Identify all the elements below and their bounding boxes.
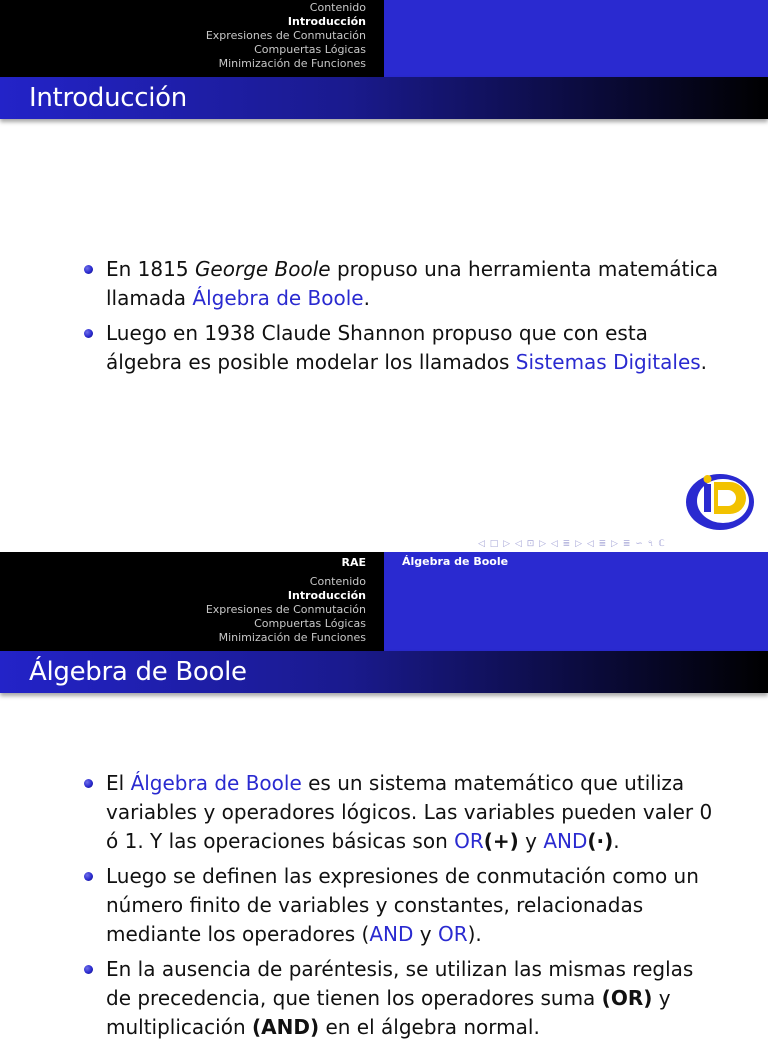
section-nav <box>0 0 384 77</box>
title-bar <box>0 651 768 693</box>
text: En la ausencia de paréntesis, se utilizan las mismas reglas de precedencia, que tienen los operadores suma <box>106 957 694 1010</box>
bullet-icon <box>84 965 93 974</box>
and-bold: (AND) <box>252 1015 320 1039</box>
text: y <box>518 829 544 853</box>
nav-contenido[interactable]: Contenido <box>309 575 366 588</box>
link-or[interactable]: OR <box>437 922 468 946</box>
nav-expresiones[interactable]: Expresiones de Conmutación <box>205 603 366 616</box>
link-sistemas-digitales[interactable]: Sistemas Digitales <box>515 350 701 374</box>
title-bar <box>0 77 768 119</box>
bullet-item <box>84 955 724 1042</box>
link-algebra-boole[interactable]: Álgebra de Boole <box>192 286 364 310</box>
nav-introduccion[interactable]: Introducción <box>287 589 366 602</box>
bullet-item <box>84 862 724 949</box>
bullet-item <box>84 255 724 313</box>
text: El <box>106 771 131 795</box>
text: en el álgebra normal. <box>319 1015 540 1039</box>
bullet-icon <box>84 872 93 881</box>
bullet-icon <box>84 265 93 274</box>
bullet-list <box>84 255 724 383</box>
bullet-icon <box>84 329 93 338</box>
text: . <box>700 350 708 374</box>
slide-title: Introducción <box>29 83 187 113</box>
text: propuso una herramienta matemática llamada <box>106 257 719 310</box>
header-right-panel <box>384 0 768 77</box>
text: . <box>363 286 370 310</box>
text: Luego se definen las expresiones de conmutación como un número finito de variables y constantes, relacionadas mediante los operadores ( <box>106 864 699 946</box>
nav-compuertas[interactable]: Compuertas Lógicas <box>254 43 366 56</box>
section-nav <box>0 552 384 651</box>
header-bar <box>0 552 768 651</box>
bullet-item <box>84 319 724 377</box>
text: y <box>413 922 438 946</box>
header-bar <box>0 0 768 77</box>
nav-expresiones[interactable]: Expresiones de Conmutación <box>205 29 366 42</box>
link-or[interactable]: OR <box>454 829 484 853</box>
slide-algebra-boole <box>0 552 768 1039</box>
or-symbol: (+) <box>483 829 519 853</box>
short-title: RAE <box>341 556 366 569</box>
nav-introduccion[interactable]: Introducción <box>287 15 366 28</box>
bullet-list <box>84 769 724 1048</box>
or-bold: (OR) <box>601 986 653 1010</box>
text: ). <box>467 922 482 946</box>
link-algebra-boole[interactable]: Álgebra de Boole <box>130 771 302 795</box>
text: En 1815 <box>106 257 195 281</box>
text: y multiplicación <box>106 986 671 1039</box>
subsection-label[interactable]: Álgebra de Boole <box>402 555 509 568</box>
nav-minimizacion[interactable]: Minimización de Funciones <box>218 631 366 644</box>
nav-minimizacion[interactable]: Minimización de Funciones <box>218 57 366 70</box>
text: Luego en 1938 Claude Shannon propuso que con esta álgebra es posible modelar los llamados <box>106 321 648 374</box>
link-and[interactable]: AND <box>543 829 588 853</box>
link-and[interactable]: AND <box>369 922 414 946</box>
header-right-panel <box>384 552 768 651</box>
text: . <box>613 829 620 853</box>
university-logo-icon <box>684 472 758 532</box>
bullet-icon <box>84 779 93 788</box>
nav-contenido[interactable]: Contenido <box>309 1 366 14</box>
nav-compuertas[interactable]: Compuertas Lógicas <box>254 617 366 630</box>
and-symbol: (·) <box>587 829 614 853</box>
text: es un sistema matemático que utiliza variables y operadores lógicos. Las variables pueden valer 0 ó 1. Y las operaciones básicas son <box>106 771 713 853</box>
bullet-item <box>84 769 724 856</box>
name-george-boole: George Boole <box>194 257 331 281</box>
slide-title: Álgebra de Boole <box>29 657 247 687</box>
beamer-navigation-symbols[interactable]: ◁ □ ▷ ◁ ⊡ ▷ ◁ ≣ ▷ ◁ ≣ ▷ ≣ ∽ ৭ ℂ <box>478 539 666 549</box>
